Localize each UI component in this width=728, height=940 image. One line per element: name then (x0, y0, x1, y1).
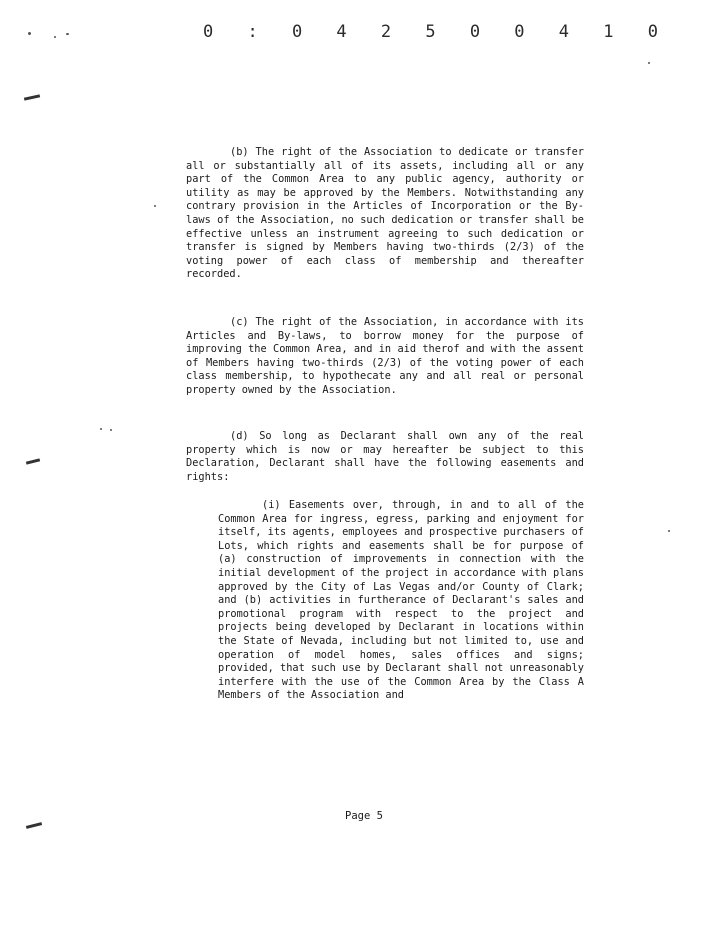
paragraph-d: (d) So long as Declarant shall own any of the real property which is now or may hereafter be subject to this Declaration, Declarant shall have the following easements and rights: (186, 430, 584, 483)
paragraph-b: (b) The right of the Association to dedicate or transfer all or substantially all of its assets, including all or any part of the Common Area to any public agency, authority or utility as may be approved by the Members. Notwithstanding any contrary provision in the Articles of Incorporation or the By-laws of the Association, no such dedication or transfer shall be effective unless an instrument agreeing to such dedication or transfer is signed by Members having two-thirds (2/3) of the voting power of each class of membership and thereafter recorded. (186, 146, 584, 281)
page-number: Page 5 (345, 810, 383, 822)
punch-hole-mark (26, 822, 42, 829)
paragraph-d-i: (i) Easements over, through, in and to all of the Common Area for ingress, egress, parking and enjoyment for itself, its agents, employees and prospective purchasers of Lots, which rights and easements shall be for purpose of (a) construction of improvements in connection with the initial development of the project in accordance with plans approved by the City of Las Vegas and/or County of Clark; and (b) activities in furtherance of Declarant's sales and promotional program with respect to the project and projects being developed by Declarant in locations within the State of Nevada, including but not limited to, use and operation of model homes, sales offices and signs; provided, that such use by Declarant shall not unreasonably interfere with the use of the Common Area by the Class A Members of the Association and (218, 499, 584, 702)
punch-hole-mark (24, 94, 40, 100)
scan-speck (110, 429, 112, 431)
paragraph-c: (c) The right of the Association, in accordance with its Articles and By-laws, to borrow money for the purpose of improving the Common Area, and in aid therof and with the assent of Members having two-thirds (2/3) of the voting power of each class membership, to hypothecate any and all real or personal property owned by the Association. (186, 316, 584, 396)
scan-speck (28, 32, 31, 35)
punch-hole-mark (26, 458, 40, 464)
document-number: 0 : 0 4 2 5 0 0 4 1 0 (203, 22, 670, 42)
scan-speck (648, 62, 650, 64)
scan-speck (668, 530, 670, 532)
scan-speck (100, 428, 102, 430)
scan-speck (154, 205, 156, 207)
scan-speck (54, 36, 56, 38)
scan-speck (66, 33, 69, 35)
